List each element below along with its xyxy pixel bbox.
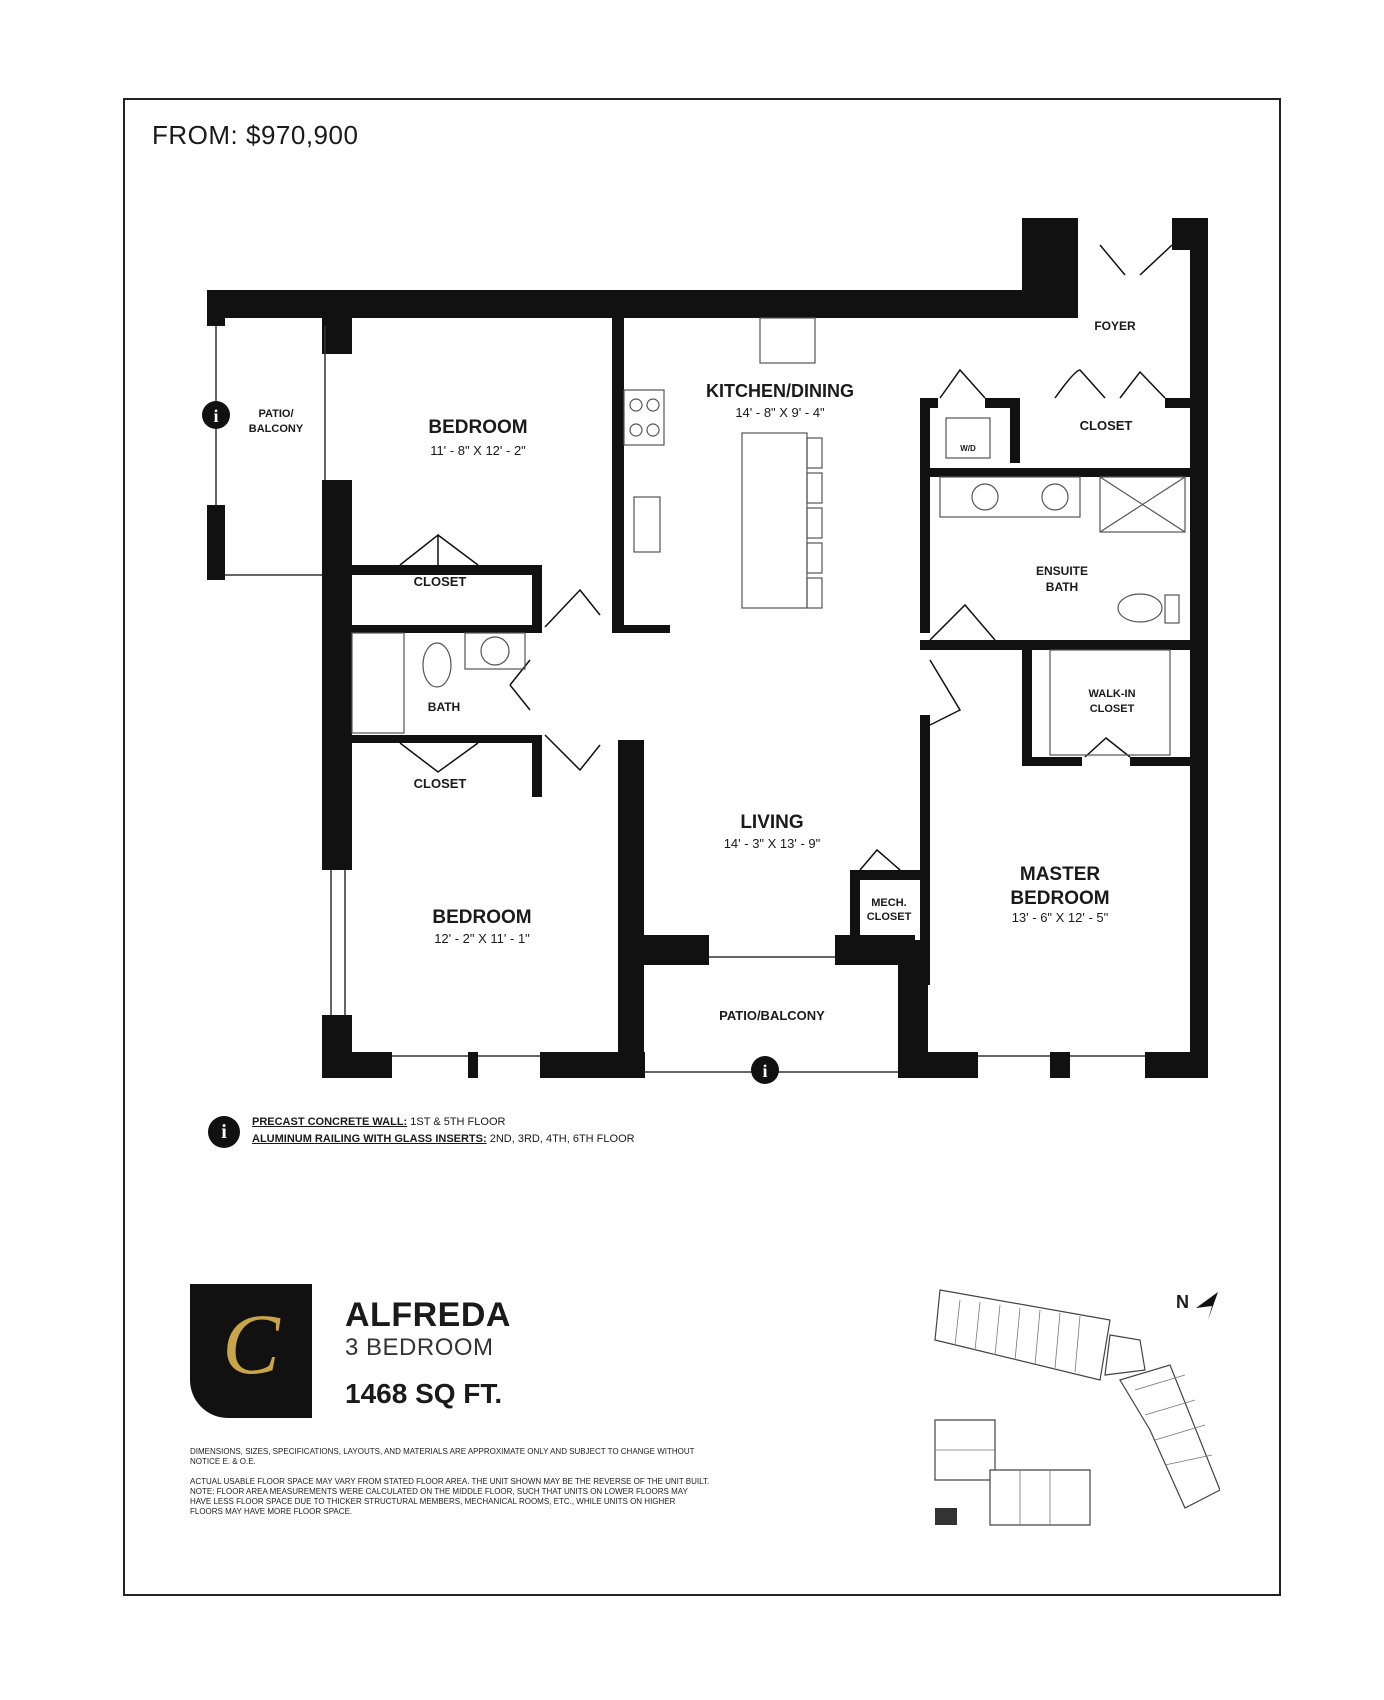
ensuite-label-1: ENSUITE [1035, 564, 1089, 578]
bedroom-1-label: BEDROOM [428, 417, 528, 438]
bedroom-1-dims: 11' - 8" X 12' - 2" [430, 443, 526, 458]
north-arrow-icon [1190, 1290, 1220, 1322]
bedroom-2-label: BEDROOM [432, 907, 532, 928]
legend-line-2-value: 2ND, 3RD, 4TH, 6TH FLOOR [486, 1133, 635, 1145]
walkin-label-2: CLOSET [1089, 703, 1135, 715]
living-label: LIVING [740, 812, 804, 833]
living-dims: 14' - 3" X 13' - 9" [723, 836, 821, 851]
logo-monogram: C [222, 1296, 280, 1392]
legend-line-2-label: ALUMINUM RAILING WITH GLASS INSERTS: [252, 1133, 487, 1145]
brand-logo [190, 1284, 312, 1418]
closet-foyer-label: CLOSET [1079, 418, 1133, 433]
patio-bottom-label: PATIO/BALCONY [719, 1008, 825, 1023]
master-dims: 13' - 6" X 12' - 5" [1011, 910, 1109, 925]
north-label: N [1176, 1292, 1189, 1312]
walkin-label-1: WALK-IN [1088, 688, 1136, 700]
disclaimer-paragraph-1: DIMENSIONS, SIZES, SPECIFICATIONS, LAYOUTS, AND MATERIALS ARE APPROXIMATE ONLY AND SUBJECT TO CHANGE WITHOUT NOTICE E. & O.E. [190, 1447, 695, 1466]
patio-left-label-1: PATIO/ [258, 408, 294, 420]
unit-type: 3 BEDROOM [345, 1334, 494, 1361]
unit-name: ALFREDA [345, 1296, 511, 1334]
wd-label: W/D [960, 444, 976, 453]
master-label-2: BEDROOM [1010, 888, 1110, 909]
bedroom-2-dims: 12' - 2" X 11' - 1" [434, 931, 530, 946]
legend-line-1-label: PRECAST CONCRETE WALL: [252, 1116, 408, 1128]
legend-line-2 [252, 1133, 635, 1145]
info-icon: i [208, 1116, 240, 1148]
closet-bed2-label: CLOSET [413, 776, 467, 791]
ensuite-label-2: BATH [1045, 580, 1079, 594]
svg-text:i: i [762, 1061, 768, 1081]
closet-bed1-label: CLOSET [413, 574, 467, 589]
price-label: FROM: $970,900 [152, 120, 359, 150]
unit-area: 1468 SQ FT. [345, 1378, 503, 1409]
kitchen-dims: 14' - 8" X 9' - 4" [735, 405, 825, 420]
disclaimer-paragraph-2: ACTUAL USABLE FLOOR SPACE MAY VARY FROM STATED FLOOR AREA. THE UNIT SHOWN MAY BE THE REVERSE OF THE UNIT BUILT. NOTE: FLOOR AREA MEASUREMENTS WERE CALCULATED ON THE MIDDLE FLOOR, SUCH THAT UNITS ON LOWER FLOORS MAY HAVE LESS FLOOR SPACE DUE TO THICKER STRUCTURAL MEMBERS, MECHANICAL ROOMS, ETC., WHILE UNITS ON HIGHER FLOORS MAY HAVE MORE FLOOR SPACE. [190, 1477, 710, 1516]
mech-label-1: MECH. [871, 897, 907, 909]
foyer-label: FOYER [1094, 319, 1136, 333]
legend-line-1 [252, 1116, 505, 1128]
kitchen-label: KITCHEN/DINING [706, 381, 854, 401]
legend-line-1-value: 1ST & 5TH FLOOR [407, 1116, 506, 1128]
patio-left-label-2: BALCONY [248, 423, 304, 435]
site-plan-key [920, 1280, 1220, 1540]
mech-label-2: CLOSET [866, 911, 912, 923]
bath-label: BATH [427, 700, 461, 714]
disclaimer [190, 1447, 710, 1527]
svg-text:i: i [213, 406, 219, 426]
master-label-1: MASTER [1019, 864, 1101, 885]
